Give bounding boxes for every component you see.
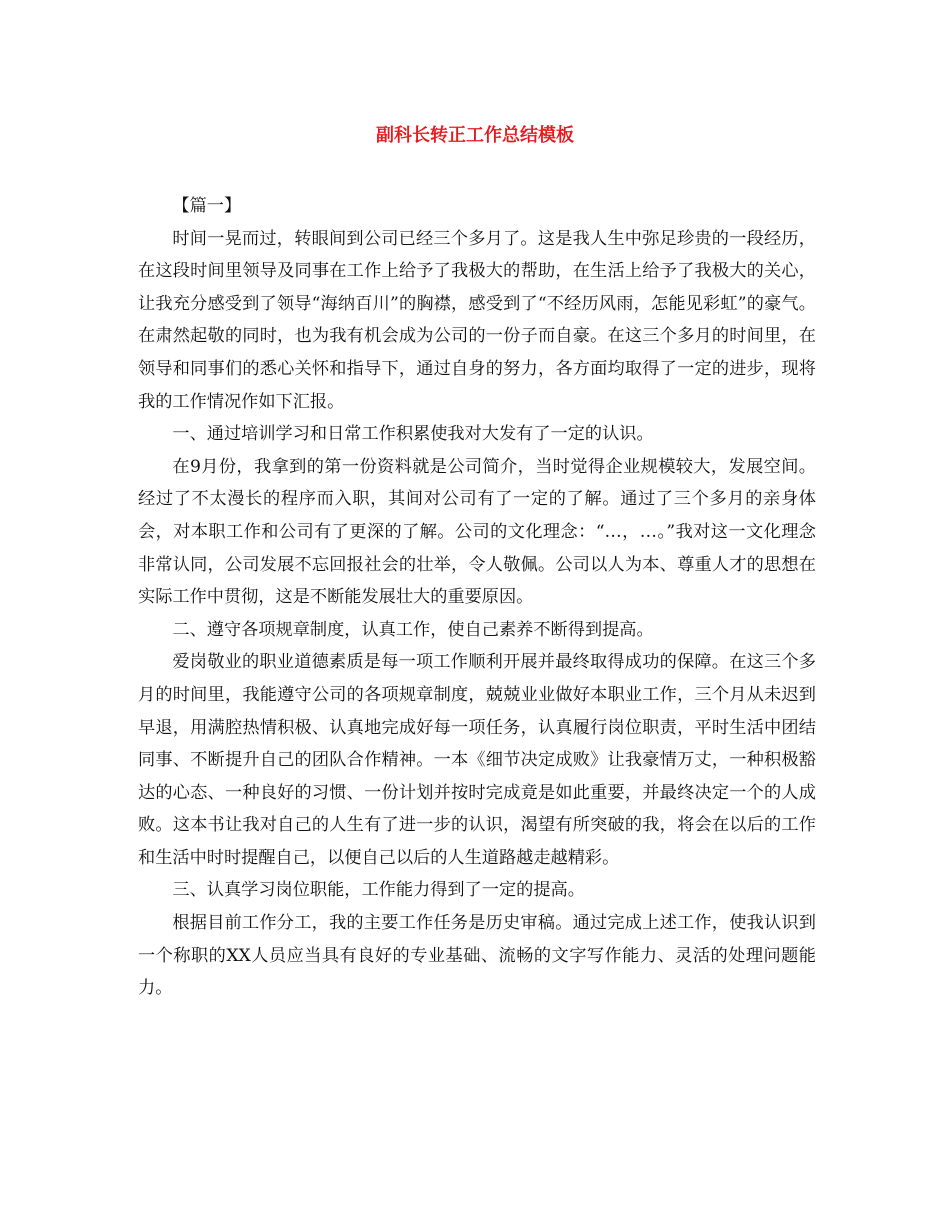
- paragraph-section-2: 爱岗敬业的职业道德素质是每一项工作顺利开展并最终取得成功的保障。在这三个多月的时间里，我能遵守公司的各项规章制度，兢兢业业做好本职业工作，三个月从未迟到早退，用满腔热情积极、认真地完成好每一项任务，认真履行岗位职责，平时生活中团结同事、不断提升自己的团队合作精神。一本《细节决定成败》让我豪情万丈，一种积极豁达的心态、一种良好的习惯、一份计划并按时完成竟是如此重要，并最终决定一个的人成败。这本书让我对自己的人生有了进一步的认识，渴望有所突破的我，将会在以后的工作和生活中时时提醒自己，以便自己以后的人生道路越走越精彩。: [138, 652, 816, 868]
- paragraph-section-3: 根据目前工作分工，我的主要工作任务是历史审稿。通过完成上述工作，使我认识到一个称职的XX人员应当具有良好的专业基础、流畅的文字写作能力、灵活的处理问题能力。: [138, 913, 816, 999]
- document-title: 副科长转正工作总结模板: [376, 125, 574, 146]
- document-body: [138, 190, 816, 1005]
- paragraph-intro: 时间一晃而过，转眼间到公司已经三个多月了。这是我人生中弥足珍贵的一段经历，在这段时间里领导及同事在工作上给予了我极大的帮助，在生活上给予了我极大的关心，让我充分感受到了领导“海纳百川”的胸襟，感受到了“不经历风雨，怎能见彩虹”的豪气。在肃然起敬的同时，也为我有机会成为公司的一份子而自豪。在这三个多月的时间里，在领导和同事们的悉心关怀和指导下，通过自身的努力，各方面均取得了一定的进步，现将我的工作情况作如下汇报。: [138, 228, 816, 412]
- heading-section-3: 三、认真学习岗位职能，工作能力得到了一定的提高。: [172, 880, 585, 901]
- heading-section-1: 一、通过培训学习和日常工作积累使我对大发有了一定的认识。: [172, 424, 654, 445]
- paragraph-section-1: 在9月份，我拿到的第一份资料就是公司简介，当时觉得企业规模较大，发展空间。经过了不太漫长的程序而入职，其间对公司有了一定的了解。通过了三个多月的亲身体会，对本职工作和公司有了更深的了解。公司的文化理念：“…，…。”我对这一文化理念非常认同，公司发展不忘回报社会的壮举，令人敬佩。公司以人为本、尊重人才的思想在实际工作中贯彻，这是不断能发展壮大的重要原因。: [138, 456, 816, 608]
- heading-section-2: 二、遵守各项规章制度，认真工作，使自己素养不断得到提高。: [172, 619, 654, 640]
- section-tag: 【篇一】: [172, 196, 242, 216]
